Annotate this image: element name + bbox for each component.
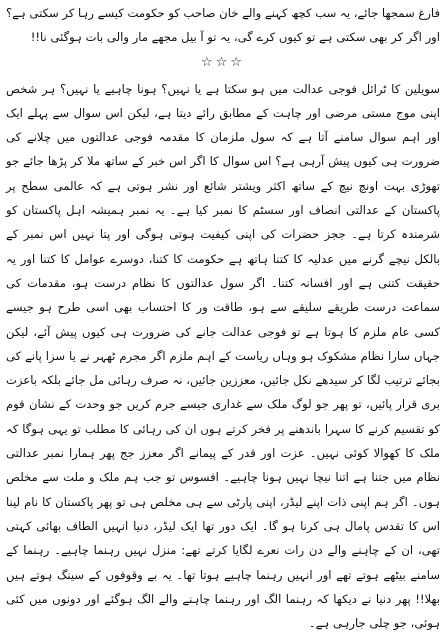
intro-paragraph: فارغ سمجھا جائے، یہ سب کچھ کہنے والے خان صاحب کو حکومت کیسے رہا کر سکتی ہے؟ اور اگر کر بھی سکتی ہے تو کیوں کرے گی، یہ تو آ بیل مجھے مار والی بات ہوگئی نا!! (6, 6, 440, 45)
body-paragraph: سویلین کا ٹرائل فوجی عدالت میں ہو سکتا ہے یا نہیں؟ ہونا چاہیے یا نہیں؟ ہر شخص اپنی موج مستی مرضی اور چاہت کے مطابق رائے دیتا ہے، لیکن اس سوال سے پہلے ایک اور اہم سوال سامنے آتا ہے کہ سول ملزمان کا مقدمہ فوجی عدالتوں میں چلانے کی ضرورت ہی کیوں پیش آرہی ہے؟ اس سوال کا اگر اس خبر کے ساتھ ملا کر پڑھا جائے جو تھوڑی بہت اونچ نیچ کے ساتھ اکثر ویشتر شائع اور نشر ہوتی ہے کہ عالمی سطح پر پاکستان کے عدالتی انصاف اور سسٹم کا نمبر کیا ہے۔ یہ نمبر ہمیشہ اہل پاکستان کو شرمندہ کرتا ہے۔ ججز حضرات کی اپنی کیفیت ہوتی ہوگی اور پتا نہیں اس نمبر کے بالکل نیچے گرنے میں عدلیہ کا کتنا ہاتھ ہے حکومت کا کتنا، دوسرے عوامل کا کتنا اور یہ حقیقت کتنی ہے اور افسانہ کتنا۔ اگر سول عدالتوں کا نظام درست ہو، مقدمات کی سماعت درست طریقے سلیقے سے ہو، طاقت ور کا احتساب بھی اسی طرح ہو جیسے کسی عام ملزم کا ہوتا ہے تو فوجی عدالت جانے کی ضرورت ہی کیوں پیش آئے، لیکن جہاں سارا نظام مشکوک ہو وہاں ریاست کے اہم ملزم اگر مجرم ٹھہر نے یا سزا پانے کی بجائے ترتیب لگا کر سیدھے نکل جائیں، معززین جائیں، نہ صرف رہائی مل جائے بلکہ باعزت بری قرار پائیں، تو پھر جو لوگ ملک سے غداری جیسے جرم کریں جو وحدت کے نشان قوم کو تقسیم کرنے کا سہرا باندھنے پر فخر کرتے ہوں ان کی رہائی کا مطلب تو یہی ہوگا کہ ملک کا کھوالا کوئی نہیں۔ عزت اور قدر کے پیمانے اگر معزز جج پھر ہمارا نمبر عدالتی نظام میں جتنا ہے اتنا نیچا نہیں ہونا چاہیے۔ افسوس تو جب ہم ملک و ملت سے مخلص ہوں۔ اگر ہم اپنی ذات اپنے لیڈر، اپنی پارٹی سے ہی مخلص ہی تو پھر پاکستان کا نام لینا اس کا تقدس پامال ہی کرنا ہو گا۔ ایک دور تھا ایک لیڈر، دنیا انہیں الطاف بھائی کہتی تھی، ان کے چاہنے والے دن رات نعرے لگایا کرتے تھے: منزل نہیں رہنما چاہیے۔ رہنما کے سامنے بیٹھے ہوتے تھے اور انہیں رہنما چاہیے ہوتا تھا۔ یہ بے وقوفوں کے سینگ ہوتے ہیں بھلا!! پھر دنیا نے دیکھا کہ رہنما الگ اور رہنما چاہنے والے الگ ہوگئے اور دونوں میں کئی ہوئی، جو چلی جارہی ہے۔ (6, 81, 440, 631)
section-separator-stars: ☆☆☆ (201, 54, 245, 70)
